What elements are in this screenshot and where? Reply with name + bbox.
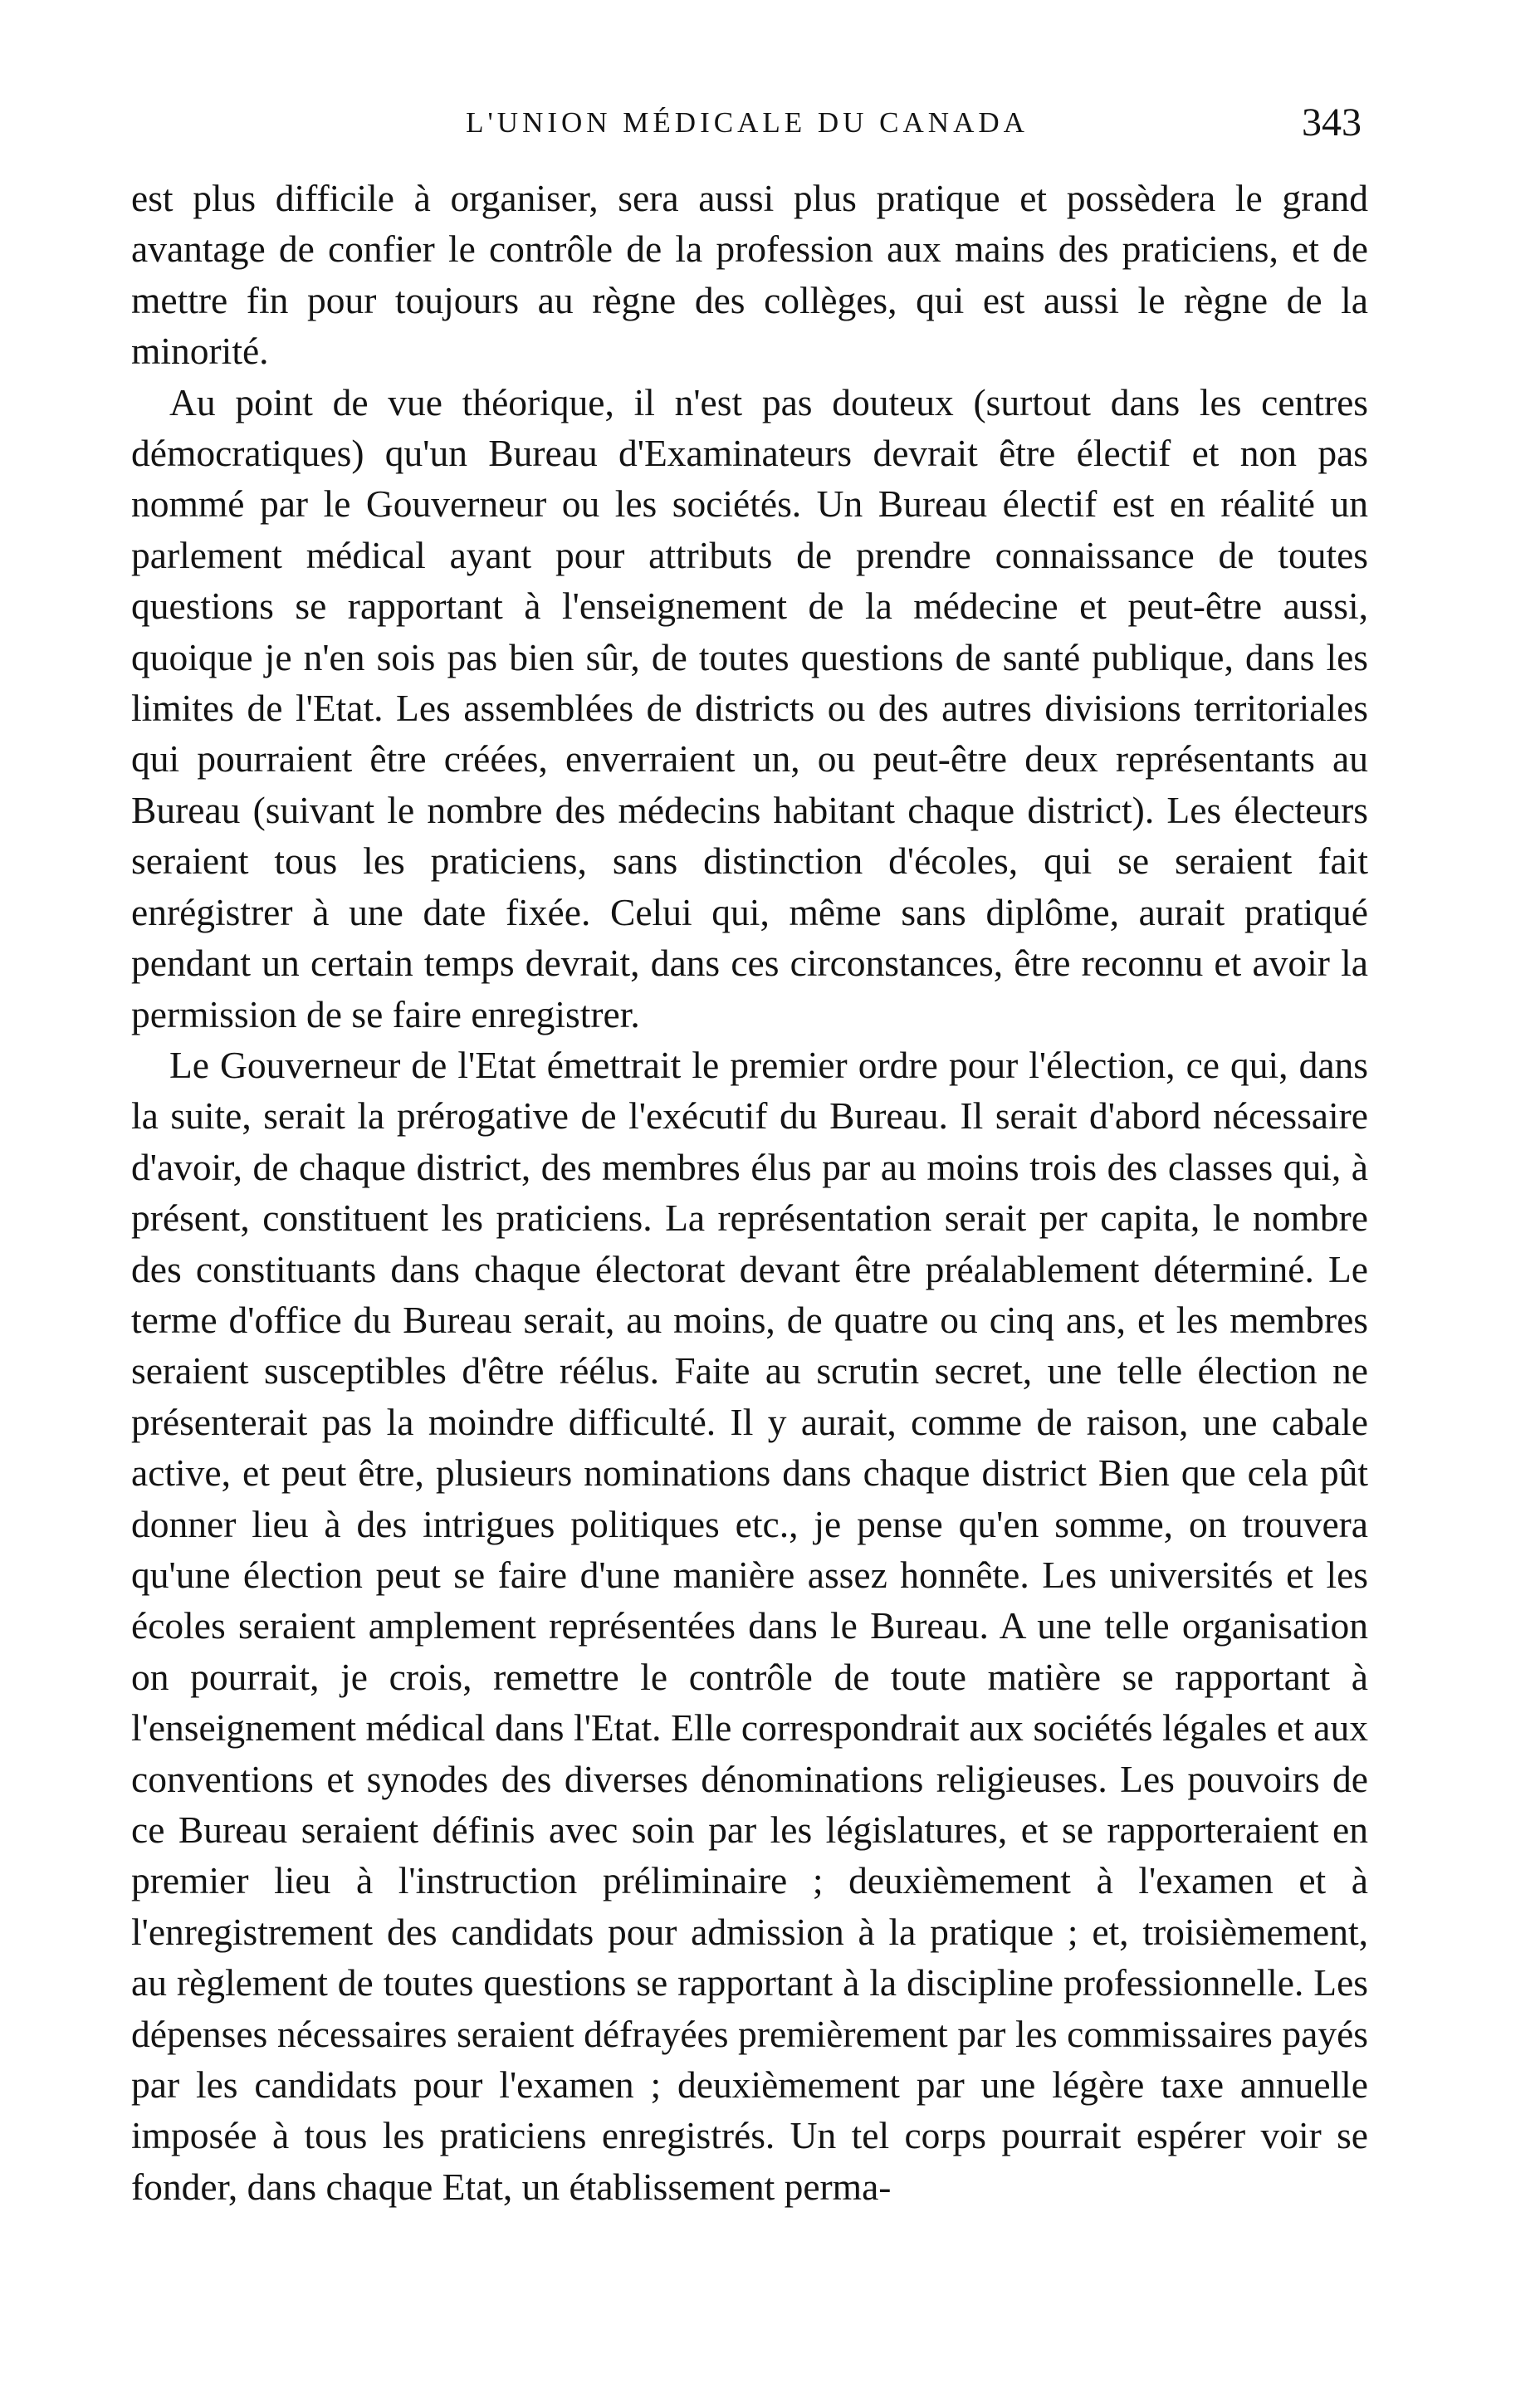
running-head [133, 98, 1362, 148]
paragraph-continuation: est plus difficile à organiser, sera aussi plus pratique et possèdera le grand avantage de confier le contrôle de la profession aux mains des praticiens, et de mettre fin pour toujours au règne des collèges, qui est aussi le règne de la minorité. [131, 177, 1368, 373]
page-number: 343 [1302, 100, 1362, 144]
paragraph-governor-election: Le Gouverneur de l'Etat émettrait le premier ordre pour l'élection, ce qui, dans la suite, serait la prérogative de l'exécutif du Bureau. Il serait d'abord nécessaire d'avoir, de chaque district, des membres élus par au moins trois des classes qui, à présent, constituent les praticiens. La représentation serait per capita, le nombre des constituants dans chaque électorat devant être préalablement déterminé. Le terme d'office du Bureau serait, au moins, de quatre ou cinq ans, et les membres seraient susceptibles d'être réélus. Faite au scrutin secret, une telle élection ne présenterait pas la moindre difficulté. Il y aurait, comme de raison, une cabale active, et peut être, plusieurs nominations dans chaque district Bien que cela pût donner lieu à des intrigues politiques etc., je pense qu'en somme, on trouvera qu'une élection peut se faire d'une manière assez honnête. Les universités et les écoles seraient amplement représentées dans le Bureau. A une telle organisation on pourrait, je crois, remettre le contrôle de toute matière se rapportant à l'enseignement médical dans l'Etat. Elle correspondrait aux sociétés légales et aux conventions et synodes des diverses dénominations religieuses. Les pouvoirs de ce Bureau seraient définis avec soin par les législatures, et se rapporteraient en premier lieu à l'instruction préliminaire ; deuxièmement à l'examen et à l'enregistrement des candidats pour admission à la pratique ; et, troisièmement, au règlement de toutes questions se rapportant à la discipline professionnelle. Les dépenses nécessaires seraient défrayées premièrement par les commissaires payés par les candidats pour l'examen ; deuxièmement par une légère taxe annuelle imposée à tous les praticiens enregistrés. Un tel corps pourrait espérer voir se fonder, dans chaque Etat, un établissement perma- [131, 1043, 1368, 2208]
paragraph-theoretical-view: Au point de vue théorique, il n'est pas douteux (surtout dans les centres démocratiques) qu'un Bureau d'Examinateurs devrait être électif et non pas nommé par le Gouverneur ou les sociétés. Un Bureau électif est en réalité un parlement médical ayant pour attributs de prendre connaissance de toutes questions se rapportant à l'enseignement de la médecine et peut-être aussi, quoique je n'en sois pas bien sûr, de toutes questions de santé publique, dans les limites de l'Etat. Les assemblées de districts ou des autres divisions territoriales qui pourraient être créées, enverraient un, ou peut-être deux représentants au Bureau (suivant le nombre des médecins habitant chaque district). Les électeurs seraient tous les praticiens, sans distinction d'écoles, qui se seraient fait enrégistrer à une date fixée. Celui qui, même sans diplôme, aurait pratiqué pendant un certain temps devrait, dans ces circonstances, être reconnu et avoir la permission de se faire enregistrer. [131, 380, 1368, 1035]
body-text [131, 173, 1368, 2212]
running-title: L'UNION MÉDICALE DU CANADA [466, 106, 1029, 139]
